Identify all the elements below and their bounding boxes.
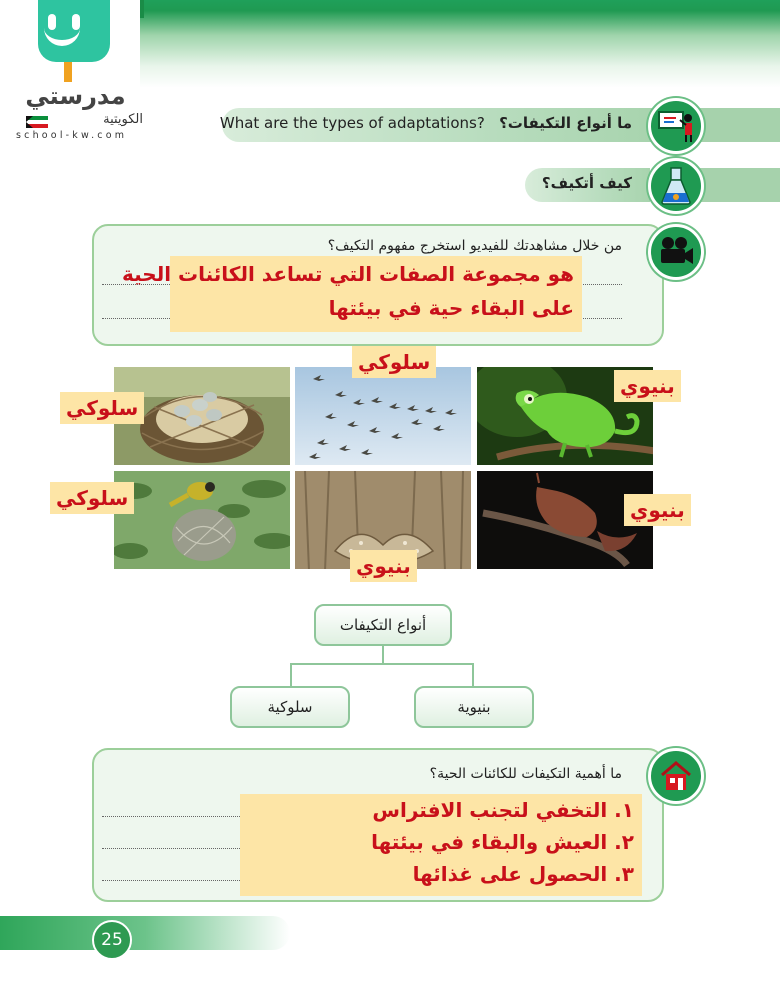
diagram-behavioral: سلوكية [230,686,350,728]
label-moth: بنيوي [350,550,417,582]
diagram-structural: بنيوية [414,686,534,728]
flask-icon [648,158,704,214]
subheading-text: كيف أتكيف؟ [541,174,632,192]
header-bar-tail [700,108,780,142]
house-icon [648,748,704,804]
section-heading-types [219,108,652,142]
heading-english: What are the types of adaptations? [219,114,485,132]
label-geese: سلوكي [352,346,436,378]
photo-weaver-bird-nest [113,470,291,570]
importance-question: ما أهمية التكيفات للكائنات الحية؟ [429,766,622,782]
diagram-connector [382,646,384,664]
subheading-bar-tail [700,168,780,202]
video-camera-icon [648,224,704,280]
photo-flying-geese [294,366,472,466]
concept-answer-line-1: هو مجموعة الصفات التي تساعد الكائنات الحية [121,262,574,286]
page-number: 25 [92,920,132,960]
concept-answer-line-2: على البقاء حية في بيئتها [328,296,574,320]
site-logo[interactable] [8,0,143,145]
logo-url: school-kw.com [16,130,128,141]
importance-answer-box [240,794,642,896]
importance-answer-2: ٢. العيش والبقاء في بيئتها [371,830,634,854]
logo-title: مدرستي [25,82,126,110]
importance-answer-1: ١. التخفي لتجنب الافتراس [372,798,634,822]
label-weaver-bird: سلوكي [50,482,134,514]
label-chameleon: بنيوي [614,370,681,402]
video-question: من خلال مشاهدتك للفيديو استخرج مفهوم التكيف؟ [327,238,622,254]
top-header-band [140,0,780,88]
heading-text [220,114,632,132]
kuwait-flag-icon [26,116,48,128]
concept-answer-box [121,256,582,332]
logo-bookmark [64,62,72,82]
diagram-root: أنواع التكيفات [314,604,452,646]
section-heading-how [525,168,650,202]
footer-band [0,916,290,950]
diagram-connector [472,663,474,687]
label-leaf-insect: بنيوي [624,494,691,526]
logo-subtitle: الكويتية [103,112,143,127]
presentation-icon [648,98,704,154]
importance-answer-3: ٣. الحصول على غذائها [412,862,634,886]
diagram-connector [290,663,474,665]
diagram-connector [290,663,292,687]
label-nest: سلوكي [60,392,144,424]
heading-arabic: ما أنواع التكيفات؟ [499,114,632,132]
